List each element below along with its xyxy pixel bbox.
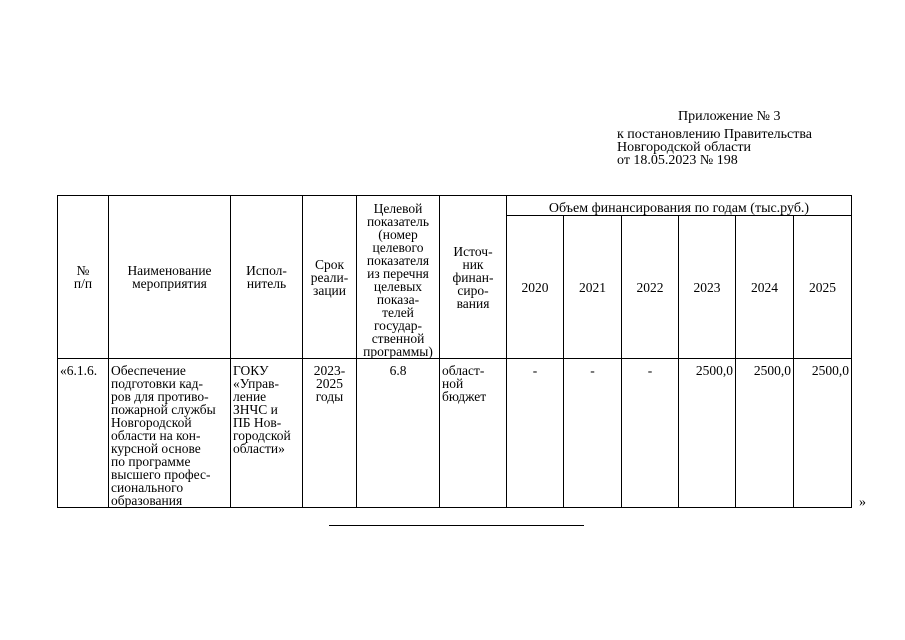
header-year-2024: 2024	[736, 216, 794, 359]
row-value-2025: 2500,0	[794, 359, 852, 508]
header-executor: Испол- нитель	[231, 196, 303, 359]
header-name: Наименование мероприятия	[109, 196, 231, 359]
row-term: 2023- 2025 годы	[303, 359, 357, 508]
row-value-2022: -	[622, 359, 679, 508]
appendix-title: Приложение № 3	[678, 109, 781, 124]
decree-line-2: Новгородской области	[617, 140, 751, 155]
row-value-2020: -	[507, 359, 564, 508]
closing-quote: »	[859, 495, 866, 510]
header-term: Срок реали- зации	[303, 196, 357, 359]
header-year-2025: 2025	[794, 216, 852, 359]
header-year-2023: 2023	[679, 216, 736, 359]
row-source: област- ной бюджет	[440, 359, 507, 508]
header-year-2022: 2022	[622, 216, 679, 359]
header-num: № п/п	[58, 196, 109, 359]
decree-line-1: к постановлению Правительства	[617, 127, 813, 142]
row-indicator: 6.8	[357, 359, 440, 508]
header-funding: Объем финансирования по годам (тыс.руб.)	[507, 196, 852, 216]
row-executor: ГОКУ «Управ- ление ЗНЧС и ПБ Нов- городской области»	[231, 359, 303, 508]
header-year-2021: 2021	[564, 216, 622, 359]
row-value-2023: 2500,0	[679, 359, 736, 508]
row-value-2021: -	[564, 359, 622, 508]
row-value-2024: 2500,0	[736, 359, 794, 508]
header-year-2020: 2020	[507, 216, 564, 359]
funding-table	[57, 195, 852, 508]
footer-divider	[329, 525, 584, 526]
table-row	[58, 359, 852, 508]
decree-line-3: от 18.05.2023 № 198	[617, 153, 738, 168]
row-name: Обеспечение подготовки кад- ров для противо- пожарной службы Новгородской области на кон- курсной основе по программе высшего профес- сионального образования	[109, 359, 231, 508]
header-indicator: Целевой показатель (номер целевого показателя из перечня целевых показа- телей государ- ственной программы)	[357, 196, 440, 359]
header-source: Источ- ник финан- сиро- вания	[440, 196, 507, 359]
row-num: «6.1.6.	[58, 359, 109, 508]
